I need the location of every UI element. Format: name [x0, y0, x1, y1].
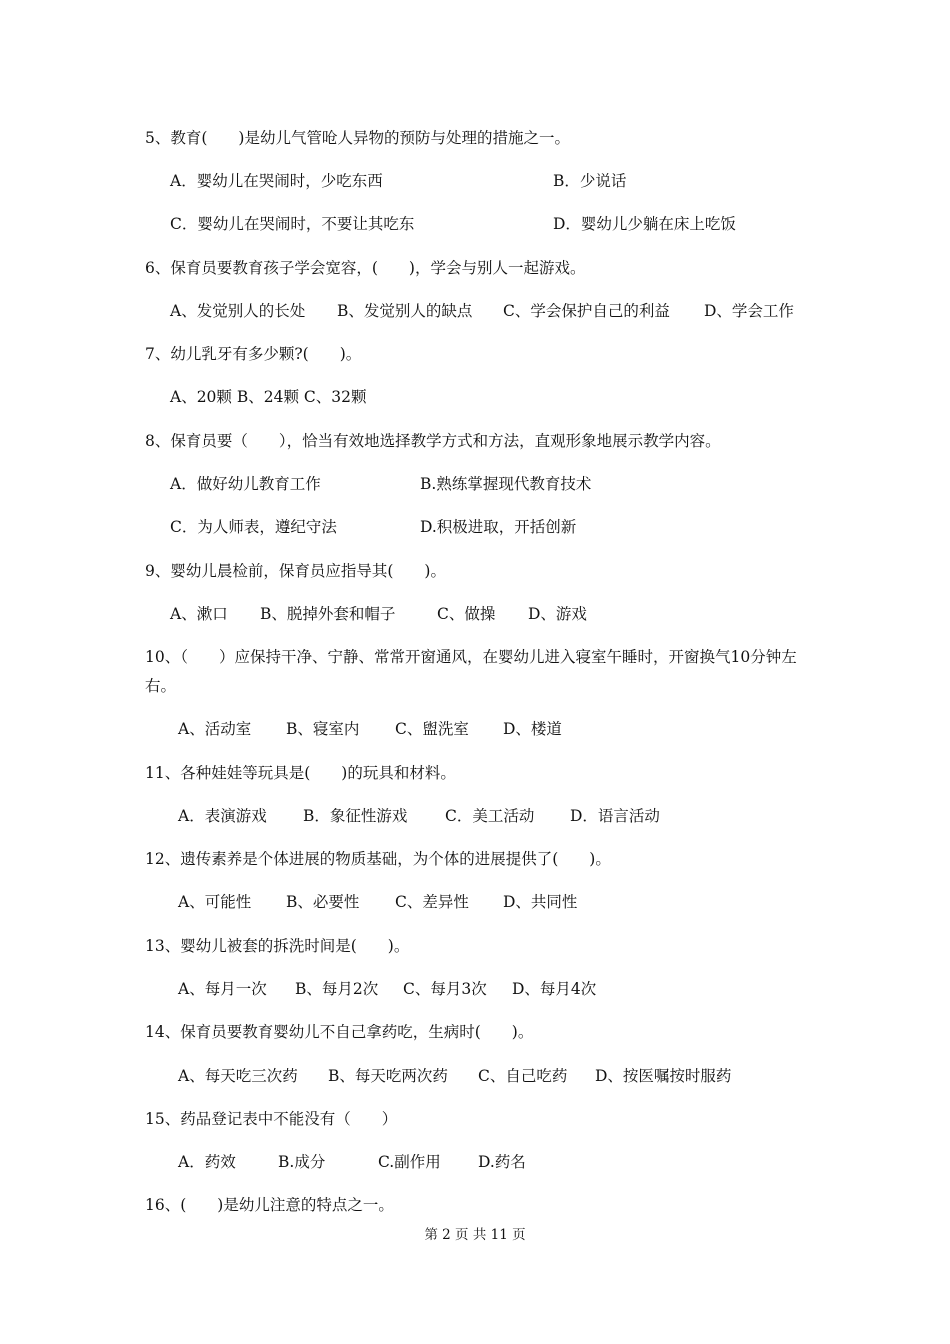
question-13-option-d: D、每月4次 [512, 980, 597, 998]
question-13-option-a: A、每月一次 [178, 980, 267, 998]
question-9-option-a: A、漱口 [170, 605, 228, 623]
question-15-option-b: B.成分 [278, 1153, 326, 1171]
question-5: 5、教育( )是幼儿气管呛人异物的预防与处理的措施之一。 [145, 129, 570, 147]
question-12-option-b: B、必要性 [286, 893, 360, 911]
question-11-option-c: C．美工活动 [445, 807, 535, 825]
question-14: 14、保育员要教育婴幼儿不自己拿药吃，生病时( )。 [145, 1023, 534, 1041]
question-9-option-c: C、做操 [437, 605, 496, 623]
question-5-option-c: C．婴幼儿在哭闹时，不要让其吃东 [170, 215, 415, 233]
question-9-option-b: B、脱掉外套和帽子 [260, 605, 396, 623]
question-8-option-d: D.积极进取，开括创新 [420, 518, 577, 536]
question-6-option-c: C、学会保护自己的利益 [503, 302, 670, 320]
question-7: 7、幼儿乳牙有多少颗?( )。 [145, 345, 362, 363]
question-7-options: A、20颗 B、24颗 C、32颗 [170, 388, 367, 406]
question-10-option-a: A、活动室 [178, 720, 252, 738]
question-15-option-d: D.药名 [478, 1153, 526, 1171]
question-10: 10、（ ）应保持干净、宁静、常常开窗通风，在婴幼儿进入寝室午睡时，开窗换气10分钟左右。 [145, 648, 797, 695]
question-9-option-d: D、游戏 [528, 605, 587, 623]
question-12: 12、遗传素养是个体进展的物质基础，为个体的进展提供了( )。 [145, 850, 611, 868]
question-5-option-d: D．婴幼儿少躺在床上吃饭 [553, 215, 736, 233]
question-15-option-a: A．药效 [178, 1153, 236, 1171]
question-14-option-c: C、自己吃药 [478, 1067, 568, 1085]
question-6-option-d: D、学会工作 [704, 302, 794, 320]
question-12-option-d: D、共同性 [503, 893, 578, 911]
question-10-option-c: C、盥洗室 [395, 720, 469, 738]
question-8: 8、保育员要（ ），恰当有效地选择教学方式和方法，直观形象地展示教学内容。 [145, 432, 721, 450]
question-11-option-b: B．象征性游戏 [303, 807, 408, 825]
question-9: 9、婴幼儿晨检前，保育员应指导其( )。 [145, 562, 446, 580]
question-13-option-c: C、每月3次 [403, 980, 487, 998]
question-13-option-b: B、每月2次 [295, 980, 379, 998]
question-6-option-b: B、发觉别人的缺点 [337, 302, 473, 320]
question-10-option-b: B、寝室内 [286, 720, 360, 738]
question-8-option-b: B.熟练掌握现代教育技术 [420, 475, 592, 493]
question-8-option-a: A．做好幼儿教育工作 [170, 475, 321, 493]
question-11-option-d: D．语言活动 [570, 807, 660, 825]
question-12-option-c: C、差异性 [395, 893, 469, 911]
page-footer: 第 2 页 共 11 页 [424, 1227, 526, 1243]
question-15: 15、药品登记表中不能没有（ ） [145, 1110, 398, 1128]
question-11-option-a: A．表演游戏 [178, 807, 267, 825]
question-6: 6、保育员要教育孩子学会宽容，( )，学会与别人一起游戏。 [145, 259, 586, 277]
question-14-option-a: A、每天吃三次药 [178, 1067, 298, 1085]
question-5-option-b: B．少说话 [553, 172, 627, 190]
question-14-option-b: B、每天吃两次药 [328, 1067, 448, 1085]
question-10-option-d: D、楼道 [503, 720, 562, 738]
question-13: 13、婴幼儿被套的拆洗时间是( )。 [145, 937, 410, 955]
question-16: 16、( )是幼儿注意的特点之一。 [145, 1196, 394, 1214]
question-14-option-d: D、按医嘱按时服药 [595, 1067, 732, 1085]
question-5-option-a: A．婴幼儿在哭闹时，少吃东西 [170, 172, 383, 190]
question-6-option-a: A、发觉别人的长处 [170, 302, 306, 320]
question-11: 11、各种娃娃等玩具是( )的玩具和材料。 [145, 764, 456, 782]
question-15-option-c: C.副作用 [378, 1153, 441, 1171]
question-12-option-a: A、可能性 [178, 893, 252, 911]
question-8-option-c: C．为人师表，遵纪守法 [170, 518, 337, 536]
